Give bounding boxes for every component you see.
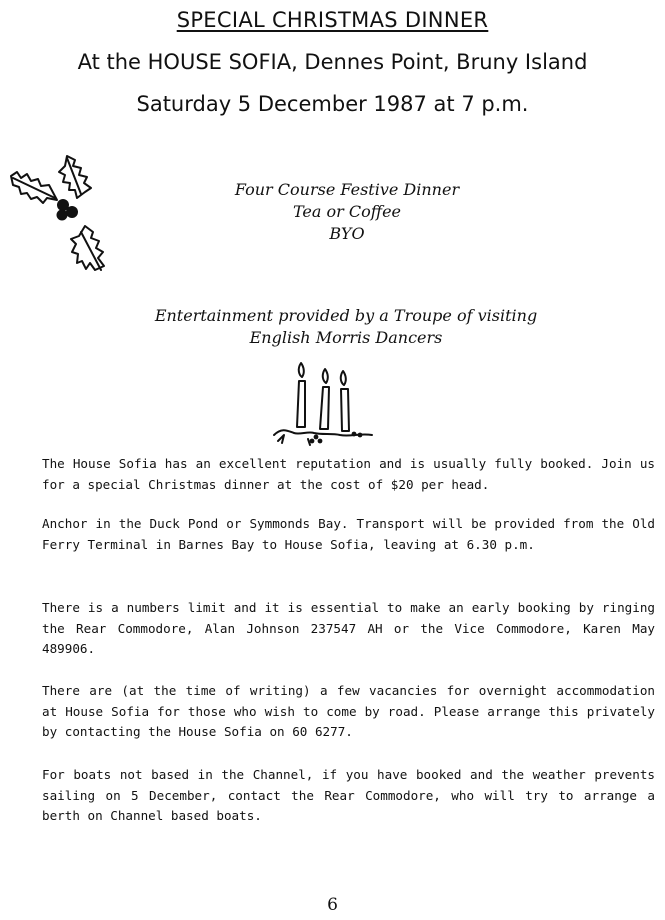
page-title: SPECIAL CHRISTMAS DINNER bbox=[176, 8, 489, 32]
menu-block bbox=[147, 179, 547, 245]
paragraph-transport: Anchor in the Duck Pond or Symmonds Bay. Transport will be provided from the Old Ferry Terminal in Barnes Bay to House Sofia, leaving at 6.30 p.m. bbox=[42, 516, 655, 552]
entertainment-line-2: English Morris Dancers bbox=[249, 328, 443, 347]
menu-line-byo: BYO bbox=[329, 224, 365, 243]
menu-line-drinks: Tea or Coffee bbox=[292, 202, 402, 221]
venue-line: At the HOUSE SOFIA, Dennes Point, Bruny Island bbox=[77, 50, 588, 74]
paragraph-reputation: The House Sofia has an excellent reputation and is usually fully booked. Join us for a special Christmas dinner at the cost of $20 per head. bbox=[42, 456, 655, 492]
entertainment-block bbox=[40, 305, 652, 349]
entertainment-line-1: Entertainment provided by a Troupe of visiting bbox=[154, 306, 538, 325]
menu-line-courses: Four Course Festive Dinner bbox=[234, 180, 460, 199]
paragraph-booking: There is a numbers limit and it is essential to make an early booking by ringing the Rear Commodore, Alan Johnson 237547 AH or the Vice Commodore, Karen May 489906. bbox=[42, 600, 655, 656]
paragraph-accommodation: There are (at the time of writing) a few vacancies for overnight accommodation at House Sofia for those who wish to come by road. Please arrange this privately by contacting the House Sofia on 60 6277. bbox=[42, 683, 655, 739]
paragraph-weather: For boats not based in the Channel, if you have booked and the weather prevents sailing on 5 December, contact the Rear Commodore, who will try to arrange a berth on Channel based boats. bbox=[42, 767, 655, 823]
page-number: 6 bbox=[327, 895, 338, 915]
holly-icon bbox=[5, 148, 115, 278]
candles-icon bbox=[268, 355, 378, 450]
date-line: Saturday 5 December 1987 at 7 p.m. bbox=[136, 92, 529, 116]
